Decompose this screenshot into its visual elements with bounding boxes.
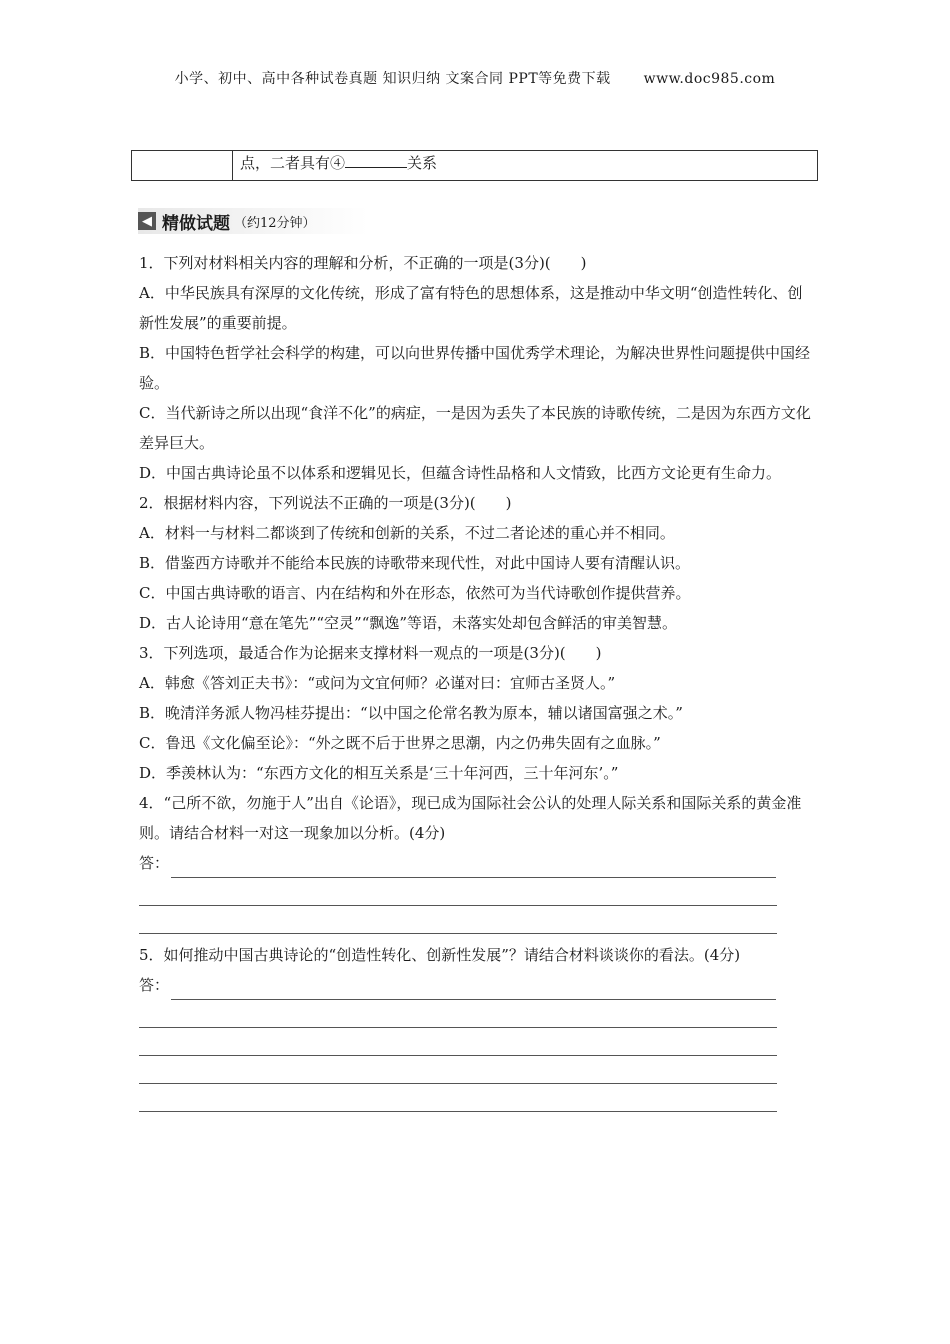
header-site: www.doc985.com [643,71,776,87]
q1-option-a: A．中华民族具有深厚的文化传统，形成了富有特色的思想体系，这是推动中华文明“创造性转化、创新性发展”的重要前提。 [139,284,803,332]
answer-rule[interactable] [171,857,776,878]
answer-rule[interactable] [139,1000,777,1028]
q5-answer-line[interactable] [139,970,811,1000]
answer-rule[interactable] [171,979,776,1000]
q2-option-d: D．古人论诗用“意在笔先”“空灵”“飘逸”等语，未落实处却包含鲜活的审美智慧。 [139,614,678,632]
q4-stem: 4．“己所不欲，勿施于人”出自《论语》，现已成为国际社会公认的处理人际关系和国际关系的黄金准则。请结合材料一对这一现象加以分析。(4分) [139,794,802,842]
q1-option-b: B．中国特色哲学社会科学的构建，可以向世界传播中国优秀学术理论，为解决世界性问题提供中国经验。 [139,344,811,392]
q3-option-a: A．韩愈《答刘正夫书》：“或问为文宜何师？必谨对曰：宜师古圣贤人。” [139,674,616,692]
answer-rule[interactable] [139,1028,777,1056]
table-cell-text [233,151,817,180]
q5-answer-label: 答： [139,976,170,994]
q2-option-a: A．材料一与材料二都谈到了传统和创新的关系，不过二者论述的重心并不相同。 [139,524,675,542]
section-badge-icon: ◀ [138,212,156,230]
table-cell-empty [132,151,233,180]
answer-rule[interactable] [139,1056,777,1084]
header-text: 小学、初中、高中各种试卷真题 知识归纳 文案合同 PPT等免费下载 [174,71,611,87]
table-fragment [131,150,818,181]
q2-option-b: B．借鉴西方诗歌并不能给本民族的诗歌带来现代性，对此中国诗人要有清醒认识。 [139,554,691,572]
section-title: 精做试题 [162,213,230,234]
answer-rule[interactable] [139,906,777,934]
q1-option-c: C．当代新诗之所以出现“食洋不化”的病症，一是因为丢失了本民族的诗歌传统，二是因为东西方文化差异巨大。 [139,404,811,452]
page-header [0,68,950,88]
q2-option-c: C．中国古典诗歌的语言、内在结构和外在形态，依然可为当代诗歌创作提供营养。 [139,584,691,602]
q3-option-d: D．季羡林认为：“东西方文化的相互关系是‘三十年河西，三十年河东’。” [139,764,619,782]
fill-blank[interactable] [345,153,407,168]
q1-stem: 1．下列对材料相关内容的理解和分析，不正确的一项是(3分)( ) [139,254,587,272]
answer-rule[interactable] [139,1084,777,1112]
questions [139,248,811,1112]
q3-option-b: B．晚清洋务派人物冯桂芬提出：“以中国之伦常名教为原本，辅以诸国富强之术。” [139,704,683,722]
q2-stem: 2．根据材料内容，下列说法不正确的一项是(3分)( ) [139,494,512,512]
section-heading [138,208,316,234]
q1-option-d: D．中国古典诗论虽不以体系和逻辑见长，但蕴含诗性品格和人文情致，比西方文论更有生命力。 [139,464,782,482]
q4-answer-line[interactable] [139,848,811,878]
q4-answer-label: 答： [139,854,170,872]
section-subtitle: （约12分钟） [234,215,316,231]
q5-stem: 5．如何推动中国古典诗论的“创造性转化、创新性发展”？请结合材料谈谈你的看法。(4分) [139,946,741,964]
answer-rule[interactable] [139,878,777,906]
q3-stem: 3．下列选项，最适合作为论据来支撑材料一观点的一项是(3分)( ) [139,644,602,662]
table-text-before: 点，二者具有④ [240,154,346,172]
q3-option-c: C．鲁迅《文化偏至论》：“外之既不后于世界之思潮，内之仍弗失固有之血脉。” [139,734,661,752]
table-text-after: 关系 [407,154,438,172]
